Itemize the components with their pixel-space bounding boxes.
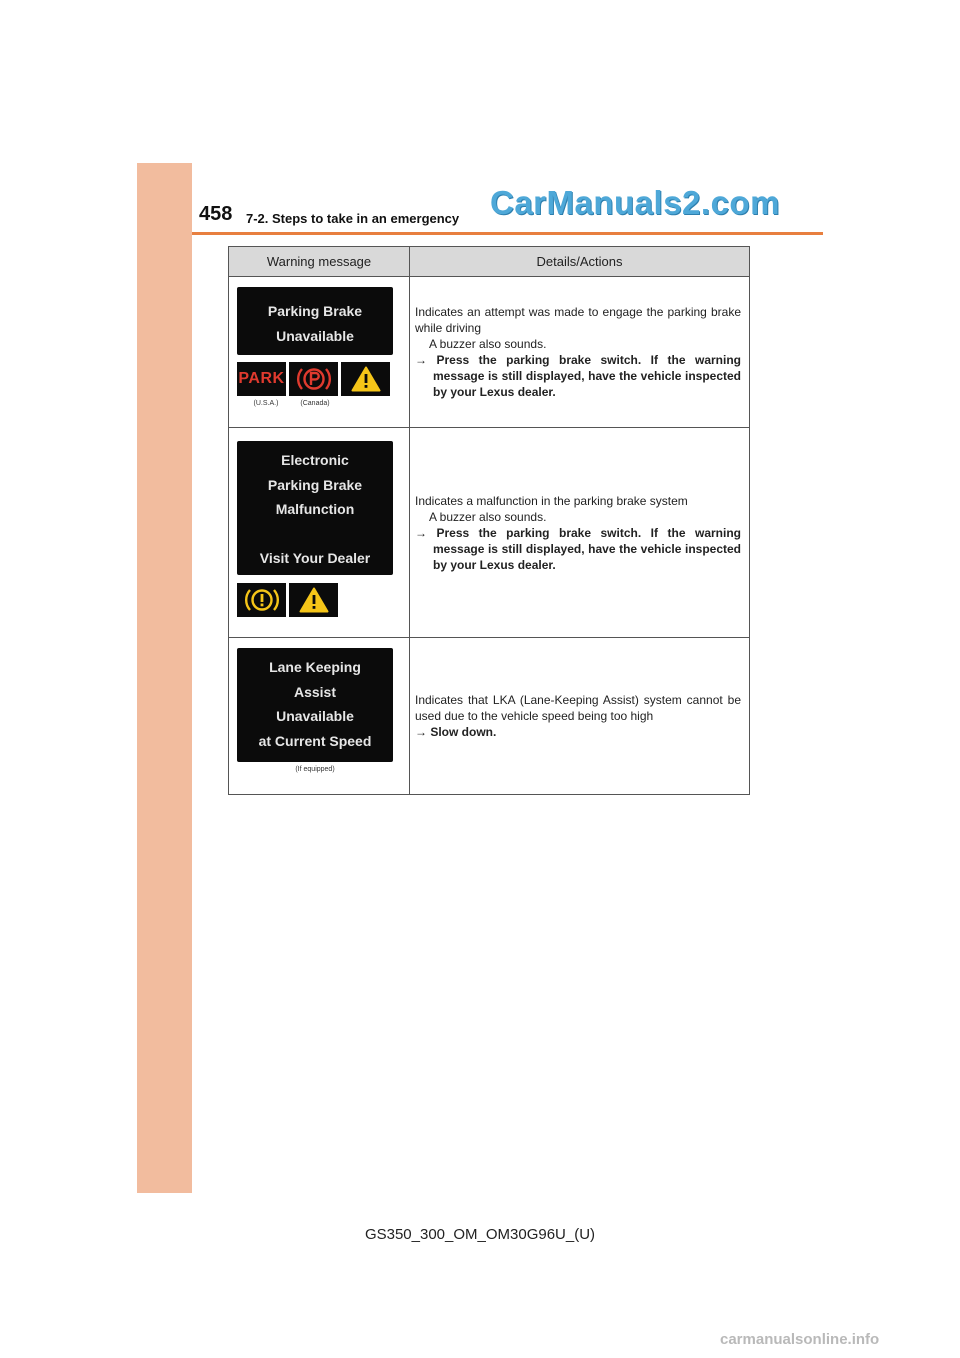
section-title: 7-2. Steps to take in an emergency bbox=[246, 211, 460, 226]
display-line bbox=[237, 522, 393, 547]
park-label: PARK bbox=[238, 370, 285, 387]
display-line: at Current Speed bbox=[258, 732, 372, 749]
corrective-action: → Press the parking brake switch. If the warning message is still displayed, have the vehicle inspected by your Lexus dealer. bbox=[415, 525, 741, 572]
warning-description: Indicates that LKA (Lane-Keeping Assist) system cannot be used due to the vehicle speed being too high bbox=[415, 693, 741, 723]
document-code: GS350_300_OM_OM30G96U_(U) bbox=[364, 1226, 596, 1243]
display-line: Assist bbox=[293, 683, 337, 700]
display-line: Unavailable bbox=[276, 327, 354, 344]
display-line: Unavailable bbox=[276, 708, 354, 724]
display-lka-unavailable bbox=[237, 648, 393, 762]
display-line: Visit Your Dealer bbox=[259, 550, 371, 566]
display-line: Parking Brake bbox=[267, 303, 363, 319]
master-warning-icon bbox=[289, 583, 338, 617]
warning-image-cell bbox=[229, 638, 410, 795]
display-line: Electronic bbox=[281, 452, 349, 468]
warning-image-cell bbox=[229, 428, 410, 638]
watermark-carmanuals2: CarManuals2.com bbox=[490, 184, 780, 221]
parking-brake-p-icon bbox=[289, 362, 338, 396]
warning-message-table bbox=[228, 246, 750, 795]
master-warning-icon bbox=[341, 362, 390, 396]
table-row bbox=[229, 638, 750, 795]
column-header-details-actions: Details/Actions bbox=[410, 247, 750, 277]
park-text-icon bbox=[237, 362, 286, 396]
warning-description: Indicates an attempt was made to engage the parking brake while driving bbox=[415, 305, 741, 335]
display-line: Malfunction bbox=[275, 501, 355, 517]
display-epb-malfunction bbox=[237, 441, 393, 575]
details-cell bbox=[410, 638, 750, 795]
display-line: Parking Brake bbox=[267, 476, 363, 493]
caption-canada: (Canada) bbox=[300, 400, 330, 407]
chapter-side-tab bbox=[137, 163, 192, 1193]
if-equipped-note: (If equipped) bbox=[295, 766, 335, 773]
warning-description: Indicates a malfunction in the parking brake system bbox=[415, 493, 688, 508]
details-cell bbox=[410, 277, 750, 428]
column-header-warning-message: Warning message bbox=[229, 247, 410, 277]
display-parking-brake-unavailable bbox=[237, 287, 393, 355]
details-cell bbox=[410, 428, 750, 638]
header-rule bbox=[192, 232, 823, 235]
buzzer-note: A buzzer also sounds. bbox=[429, 509, 547, 524]
caption-usa: (U.S.A.) bbox=[253, 400, 279, 407]
table-row bbox=[229, 428, 750, 638]
page-number: 458 bbox=[199, 203, 233, 225]
warning-image-cell bbox=[229, 277, 410, 428]
table-row bbox=[229, 277, 750, 428]
display-line: Lane Keeping bbox=[269, 659, 361, 675]
brake-malfunction-icon bbox=[237, 583, 286, 617]
corrective-action: → Slow down. bbox=[415, 725, 497, 739]
buzzer-note: A buzzer also sounds. bbox=[429, 337, 547, 351]
corrective-action: → Press the parking brake switch. If the warning message is still displayed, have the vehicle inspected by your Lexus dealer. bbox=[415, 353, 741, 399]
watermark-carmanualsonline: carmanualsonline.info bbox=[720, 1331, 880, 1348]
